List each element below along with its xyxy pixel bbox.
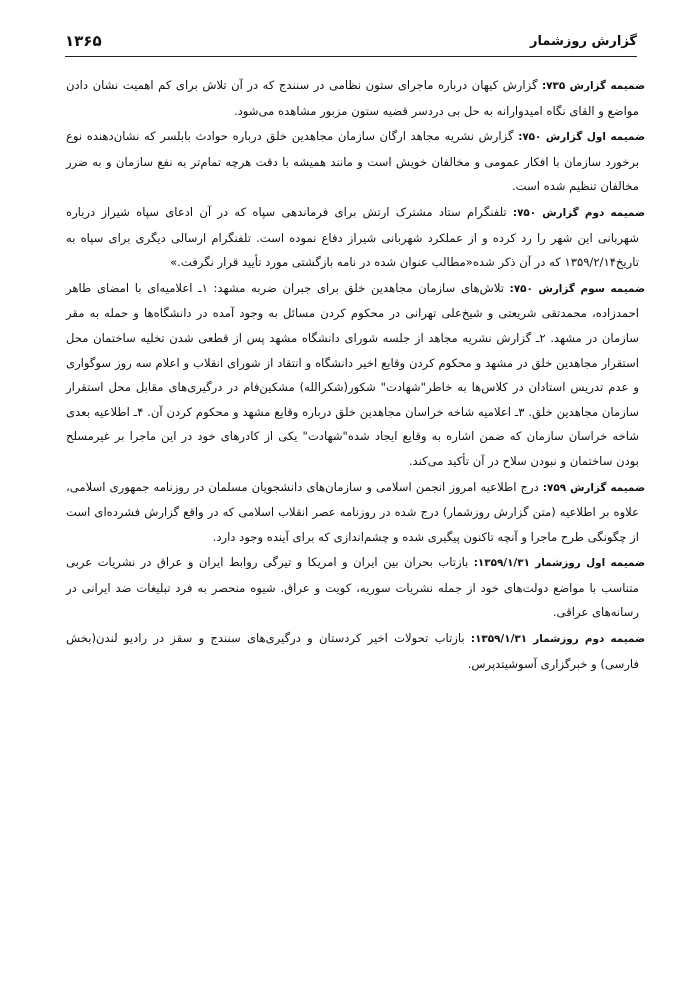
entry-label: ضمیمه اول گزارش ۷۵۰: [518,131,645,144]
page-number: ۱۳۶۵ [65,32,102,50]
appendix-entry [66,73,645,123]
appendix-entry [66,475,646,550]
entry-text: بازتاب بحران بین ایران و امریکا و تیرگی روابط ایران و عراق در نشریات عربی متناسب با مواضع دولت‌های خود از جمله نشریات سوریه، کویت و عراق. شیوه منحصر به فرد تبلیغات ضد ایرانی در رسانه‌های عراقی. [66,555,639,620]
entry-text: گزارش نشریه مجاهد ارگان سازمان مجاهدین خلق درباره حوادث بابلسر که نشان‌دهنده نوع برخورد سازمان با افکار عمومی و مخالفان خویش است و مانند همیشه با دقت هرچه تمام‌تر به نفع سازمان و به ضرر مخالفان تنظیم شده است. [66,129,639,194]
page-header [65,30,637,57]
entry-text: درج اطلاعیه امروز انجمن اسلامی و سازمان‌های دانشجویان مسلمان در روزنامه جمهوری اسلامی، علاوه بر اطلاعیه (متن گزارش روزشمار) درج شده در روزنامه عصر انقلاب اسلامی که در واقع گزارش فشرده‌ای است از چگونگی طرح ماجرا و آنچه تاکنون پیگیری شده و چشم‌اندازی که برای آینده وجود دارد. [66,479,639,544]
entry-text: گزارش کیهان درباره ماجرای ستون نظامی در سنندج که در آن تلاش برای کم اهمیت نشان دادن مواضع و القای نگاه امیدوارانه به حل بی دردسر قضیه ستون مزبور مشاهده می‌شود. [66,78,639,118]
appendix-entry [66,276,645,474]
entry-label: ضمیمه گزارش ۷۵۹: [542,481,646,494]
appendix-entry [66,626,646,676]
appendix-entry [66,200,645,275]
page-body [66,73,646,676]
entry-label: ضمیمه سوم گزارش ۷۵۰: [509,282,645,295]
running-title: گزارش روزشمار [530,34,637,49]
entry-label: ضمیمه دوم گزارش ۷۵۰: [512,206,645,219]
appendix-entry [66,124,645,199]
entry-text: تلفنگرام ستاد مشترک ارتش برای فرماندهی سپاه که در آن ادعای سپاه شیراز درباره شهربانی این شهر را رد کرده و از عملکرد شهربانی شیراز دفاع نموده است. تلفنگرام ارسالی دیگری برای سپاه به تاریخ۱۳۵۹/۲/۱۴ که در آن ذکر شده«مطالب عنوان شده در نامه بازگشتی مورد تأیید قرار نگرفت.» [66,204,639,270]
entry-text: بازتاب تحولات اخیر کردستان و درگیری‌های سنندج و سقز در رادیو لندن(بخش فارسی) و خبرگزاری آسوشیتدپرس. [66,631,639,671]
entry-label: ضمیمه دوم روزشمار ۱۳۵۹/۱/۳۱: [470,633,646,646]
entry-label: ضمیمه گزارش ۷۳۵: [542,80,645,92]
appendix-entry [66,550,645,625]
entry-label: ضمیمه اول روزشمار ۱۳۵۹/۱/۳۱: [473,557,645,570]
entry-text: تلاش‌های سازمان مجاهدین خلق برای جبران ضربه مشهد: ۱ـ اعلامیه‌ای با امضای طاهر احمدزاده، محمدتقی شریعتی و شیخ‌علی تهرانی در محکوم کردن مسائل به وجود آمده در دانشگاه‌ها و حمله به مقر سازمان در مشهد. ۲ـ گزارش نشریه مجاهد از جلسه شورای دانشگاه مشهد پس از قطعی شدن تخلیه ساختمان محل استقرار مجاهدین خلق در مشهد و محکوم کردن وقایع اخیر دانشگاه و انتقاد از شورای انقلاب و اعلام سه روز سوگواری و عدم تدریس استادان در کلاس‌ها به خاطر"شهادت" شکور(شکرالله) مشکین‌فام در درگیری‌های مقابل محل استقرار سازمان مجاهدین خلق. ۳ـ اعلامیه شاخه خراسان مجاهدین خلق درباره وقایع مشهد و محکوم کردن آن. ۴ـ اطلاعیه بعدی شاخه خراسان سازمان که ضمن اشاره به وقایع ایجاد شده"شهادت" یکی از کادرهای خود در این ماجرا بر غیرمسلح بودن ساختمان و نبودن سلاح در آن تأکید می‌کند. [66,280,640,468]
